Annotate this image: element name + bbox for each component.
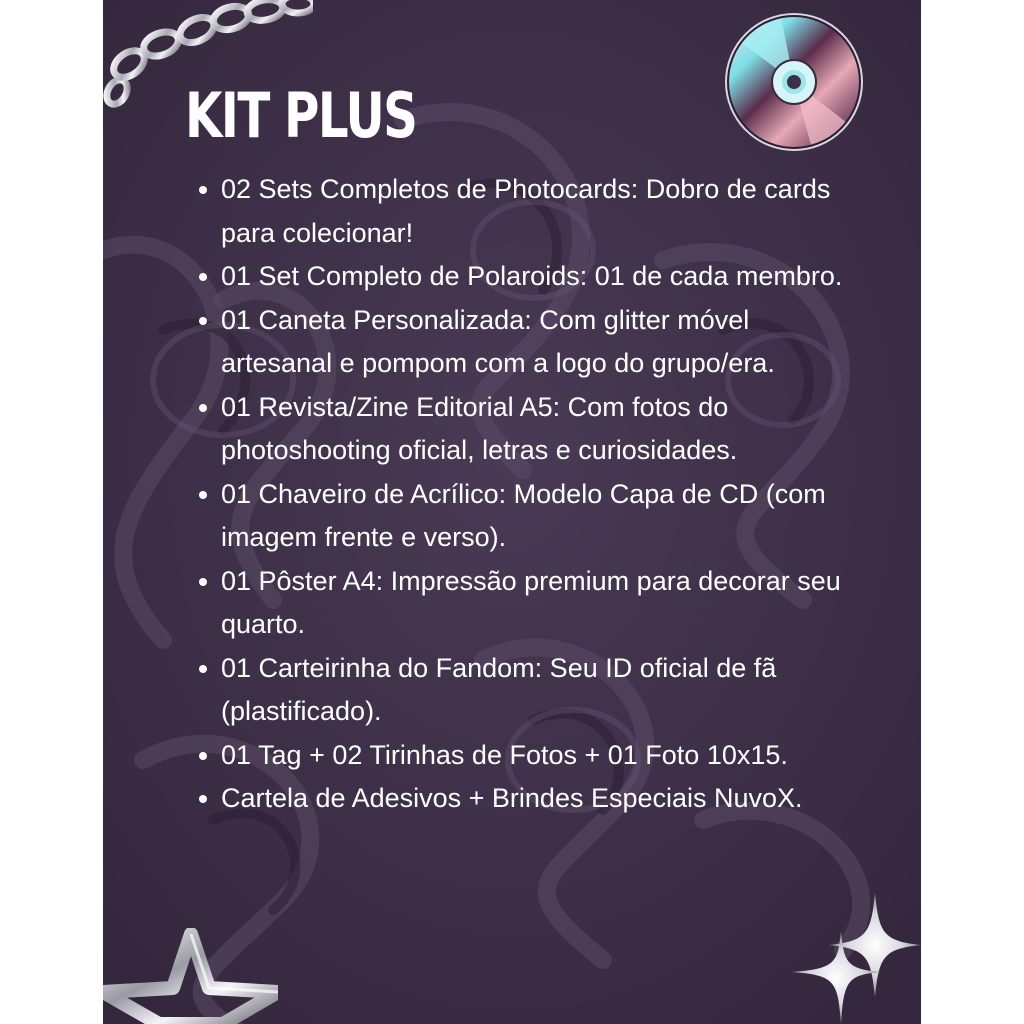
list-item xyxy=(193,386,865,473)
bullet-icon xyxy=(199,186,207,194)
list-item xyxy=(193,299,865,386)
bullet-icon xyxy=(199,404,207,412)
page-title: KIT PLUS xyxy=(185,79,417,152)
bullet-icon xyxy=(199,752,207,760)
bullet-icon xyxy=(199,317,207,325)
list-item xyxy=(193,255,865,299)
sparkle-icon xyxy=(791,893,921,1024)
list-item-text: 01 Carteirinha do Fandom: Seu ID oficial de fã (plastificado). xyxy=(221,652,777,726)
list-item xyxy=(193,168,865,255)
list-item-text: 01 Tag + 02 Tirinhas de Fotos + 01 Foto 10x15. xyxy=(221,739,788,770)
list-item-text: Cartela de Adesivos + Brindes Especiais NuvoX. xyxy=(221,783,803,813)
list-item-text: 01 Revista/Zine Editorial A5: Com fotos do photoshooting oficial, letras e curiosidades. xyxy=(221,391,738,465)
list-item xyxy=(193,734,865,778)
cd-disc-icon xyxy=(721,12,867,152)
list-item xyxy=(193,560,865,647)
kit-items-list xyxy=(193,168,865,821)
list-item-text: 01 Set Completo de Polaroids: 01 de cada membro. xyxy=(221,261,843,291)
bullet-icon xyxy=(199,578,207,586)
list-item xyxy=(193,473,865,560)
list-item-text: 01 Caneta Personalizada: Com glitter móvel artesanal e pompom com a logo do grupo/era. xyxy=(221,304,775,378)
kit-plus-poster xyxy=(103,0,921,1024)
list-item-text: 01 Pôster A4: Impressão premium para decorar seu quarto. xyxy=(221,565,841,639)
list-item xyxy=(193,777,865,821)
bullet-icon xyxy=(199,795,207,803)
list-item xyxy=(193,647,865,734)
bullet-icon xyxy=(199,491,207,499)
bullet-icon xyxy=(199,665,207,673)
list-item-text: 01 Chaveiro de Acrílico: Modelo Capa de CD (com imagem frente e verso). xyxy=(221,478,826,552)
bullet-icon xyxy=(199,273,207,281)
chrome-star-icon xyxy=(103,928,278,1024)
list-item-text: 02 Sets Completos de Photocards: Dobro de cards para colecionar! xyxy=(221,174,831,248)
